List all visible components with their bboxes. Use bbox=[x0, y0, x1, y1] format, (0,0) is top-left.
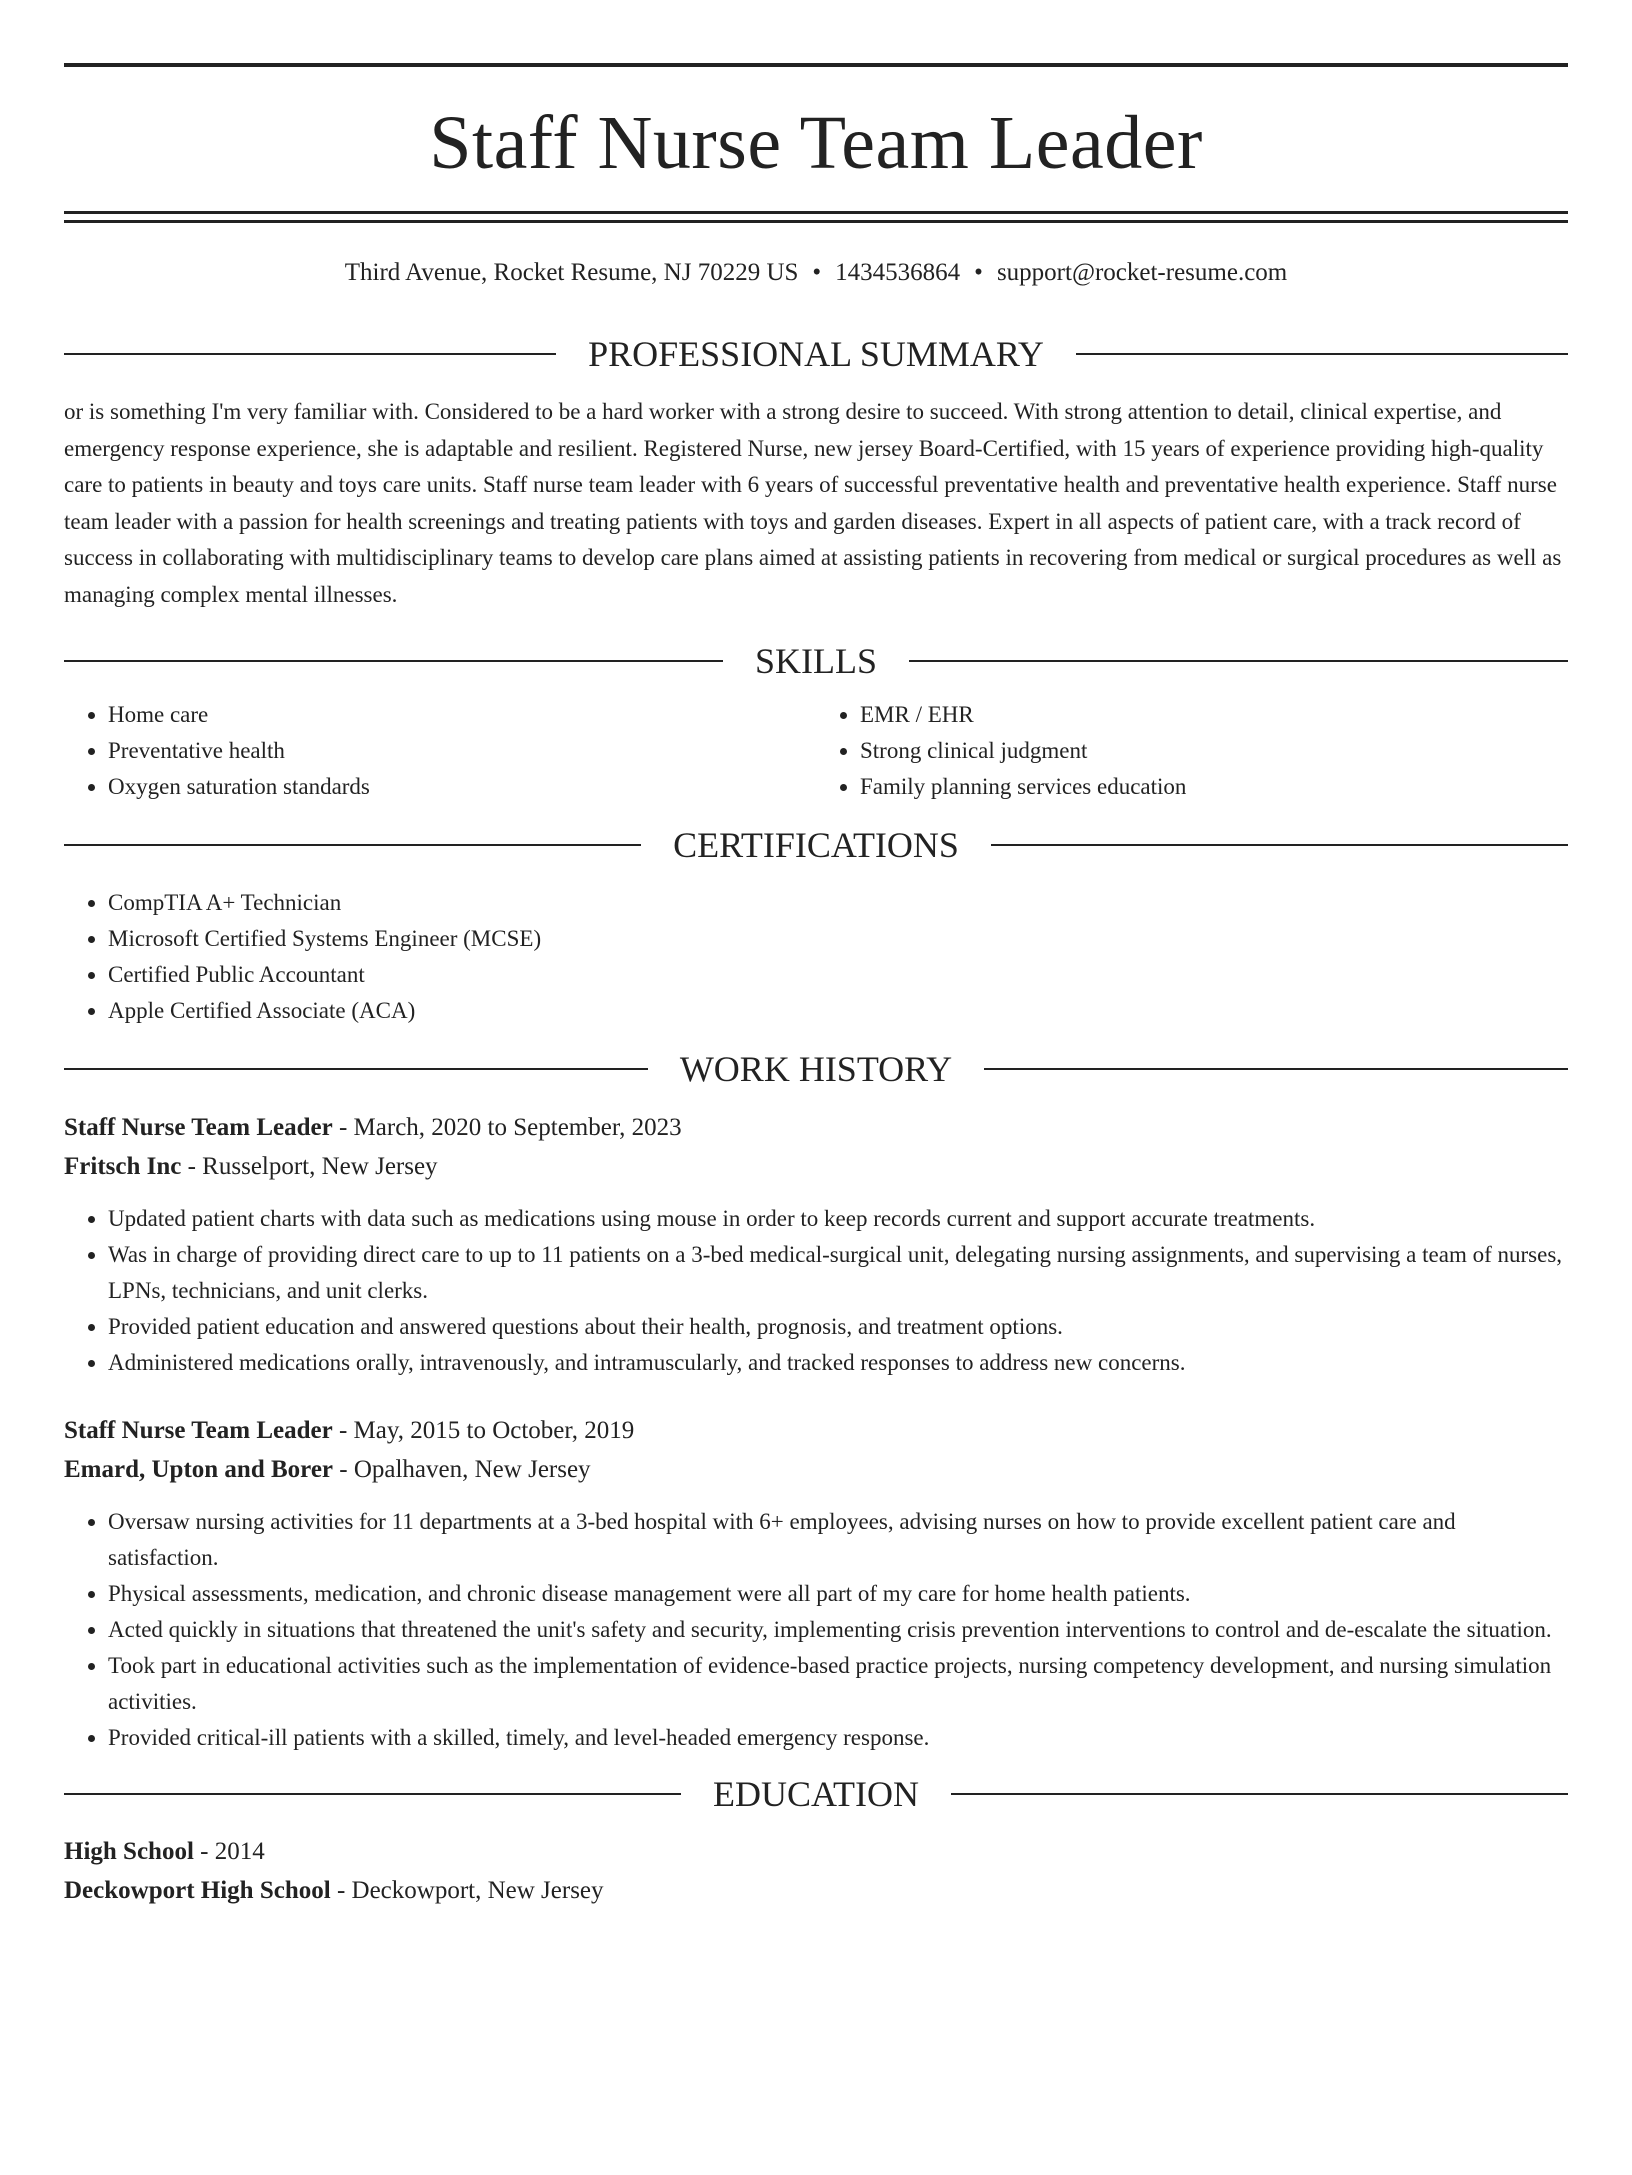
contact-phone: 1434536864 bbox=[835, 259, 961, 286]
duty-item: • Took part in educational activities such as the implementation of evidence-based practice projects, nursing competency development, and nursing simulation activities. bbox=[108, 1648, 1568, 1720]
name-rule-lower bbox=[64, 220, 1568, 223]
job-company: Emard, Upton and Borer bbox=[64, 1456, 334, 1483]
job-company-line bbox=[64, 1450, 1568, 1489]
education-school: Deckowport High School bbox=[64, 1877, 331, 1904]
skill-item: • Oxygen saturation standards bbox=[108, 769, 816, 805]
job-company: Fritsch Inc bbox=[64, 1153, 182, 1180]
skills-column-right bbox=[816, 697, 1568, 805]
job-duties-list bbox=[64, 1504, 1568, 1756]
skills-list bbox=[64, 697, 1568, 805]
skills-heading-text: SKILLS bbox=[755, 641, 878, 681]
education-school-line bbox=[64, 1871, 1568, 1910]
duty-item: • Physical assessments, medication, and chronic disease management were all part of my care for home health patients. bbox=[108, 1576, 1568, 1612]
skill-item: • Family planning services education bbox=[860, 769, 1568, 805]
skill-item: • Preventative health bbox=[108, 733, 816, 769]
contact-email: support@rocket-resume.com bbox=[996, 259, 1288, 286]
education-heading-text: EDUCATION bbox=[713, 1774, 919, 1814]
job-duties-list bbox=[64, 1201, 1568, 1381]
summary-heading bbox=[64, 336, 1568, 372]
skill-item: • EMR / EHR bbox=[860, 697, 1568, 733]
job-dates: - March, 2020 to September, 2023 bbox=[332, 1114, 682, 1141]
resume-name: Staff Nurse Team Leader bbox=[429, 101, 1203, 185]
job-location: - Russelport, New Jersey bbox=[181, 1153, 438, 1180]
certification-item: • CompTIA A+ Technician bbox=[108, 885, 1568, 921]
job-location: - Opalhaven, New Jersey bbox=[333, 1456, 591, 1483]
skills-heading bbox=[64, 643, 1568, 679]
duty-item: • Updated patient charts with data such as medications using mouse in order to keep records current and support accurate treatments. bbox=[108, 1201, 1568, 1237]
duty-item: • Oversaw nursing activities for 11 departments at a 3-bed hospital with 6+ employees, advising nurses on how to provide excellent patient care and satisfaction. bbox=[108, 1504, 1568, 1576]
resume-page bbox=[0, 63, 1632, 2175]
contact-address: Third Avenue, Rocket Resume, NJ 70229 US bbox=[344, 259, 799, 286]
top-rule bbox=[64, 63, 1568, 67]
skill-item: • Home care bbox=[108, 697, 816, 733]
contact-separator: • bbox=[812, 259, 822, 286]
education-heading bbox=[64, 1776, 1568, 1812]
job-company-line bbox=[64, 1147, 1568, 1186]
duty-item: • Acted quickly in situations that threatened the unit's safety and security, implementing crisis prevention interventions to control and de-escalate the situation. bbox=[108, 1612, 1568, 1648]
education-location: - Deckowport, New Jersey bbox=[330, 1877, 604, 1904]
summary-text: or is something I'm very familiar with. Considered to be a hard worker with a strong desire to succeed. With strong attention to detail, clinical expertise, and emergency response experience, she is adaptable and resilient. Registered Nurse, new jersey Board-Certified, with 15 years of experience providing high-quality care to patients in beauty and toys care units. Staff nurse team leader with 6 years of successful preventative health and preventative health experience. Staff nurse team leader with a passion for health screenings and treating patients with toys and garden diseases. Expert in all aspects of patient care, with a track record of success in collaborating with multidisciplinary teams to develop care plans aimed at assisting patients in recovering from medical or surgical procedures as well as managing complex mental illnesses. bbox=[64, 399, 1562, 607]
contact-separator: • bbox=[974, 259, 983, 286]
job-title: Staff Nurse Team Leader bbox=[64, 1114, 333, 1141]
duty-item: • Administered medications orally, intravenously, and intramuscularly, and tracked responses to address new concerns. bbox=[108, 1345, 1568, 1381]
skill-item: • Strong clinical judgment bbox=[860, 733, 1568, 769]
education-degree-line bbox=[64, 1832, 1568, 1871]
job-title-line bbox=[64, 1108, 1568, 1147]
certifications-heading bbox=[64, 827, 1568, 863]
job-dates: - May, 2015 to October, 2019 bbox=[332, 1417, 635, 1444]
job-title: Staff Nurse Team Leader bbox=[64, 1417, 333, 1444]
duty-item: • Provided patient education and answered questions about their health, prognosis, and treatment options. bbox=[108, 1309, 1568, 1345]
certification-item: • Microsoft Certified Systems Engineer (MCSE) bbox=[108, 921, 1568, 957]
job-title-line bbox=[64, 1411, 1568, 1450]
name-rule-upper bbox=[64, 211, 1568, 214]
work-history-heading bbox=[64, 1051, 1568, 1087]
education-degree: High School bbox=[64, 1838, 194, 1865]
contact-line bbox=[64, 260, 1568, 285]
work-history-heading-text: WORK HISTORY bbox=[679, 1049, 953, 1089]
certifications-list bbox=[64, 885, 1568, 1029]
education-year: - 2014 bbox=[193, 1838, 265, 1865]
summary-heading-text: PROFESSIONAL SUMMARY bbox=[588, 334, 1044, 374]
certifications-heading-text: CERTIFICATIONS bbox=[673, 825, 959, 865]
duty-item: • Provided critical-ill patients with a skilled, timely, and level-headed emergency response. bbox=[108, 1720, 1568, 1756]
certification-item: • Apple Certified Associate (ACA) bbox=[108, 993, 1568, 1029]
certification-item: • Certified Public Accountant bbox=[108, 957, 1568, 993]
duty-item: • Was in charge of providing direct care to up to 11 patients on a 3-bed medical-surgical unit, delegating nursing assignments, and supervising a team of nurses, LPNs, technicians, and unit clerks. bbox=[108, 1237, 1568, 1309]
skills-column-left bbox=[64, 697, 816, 805]
